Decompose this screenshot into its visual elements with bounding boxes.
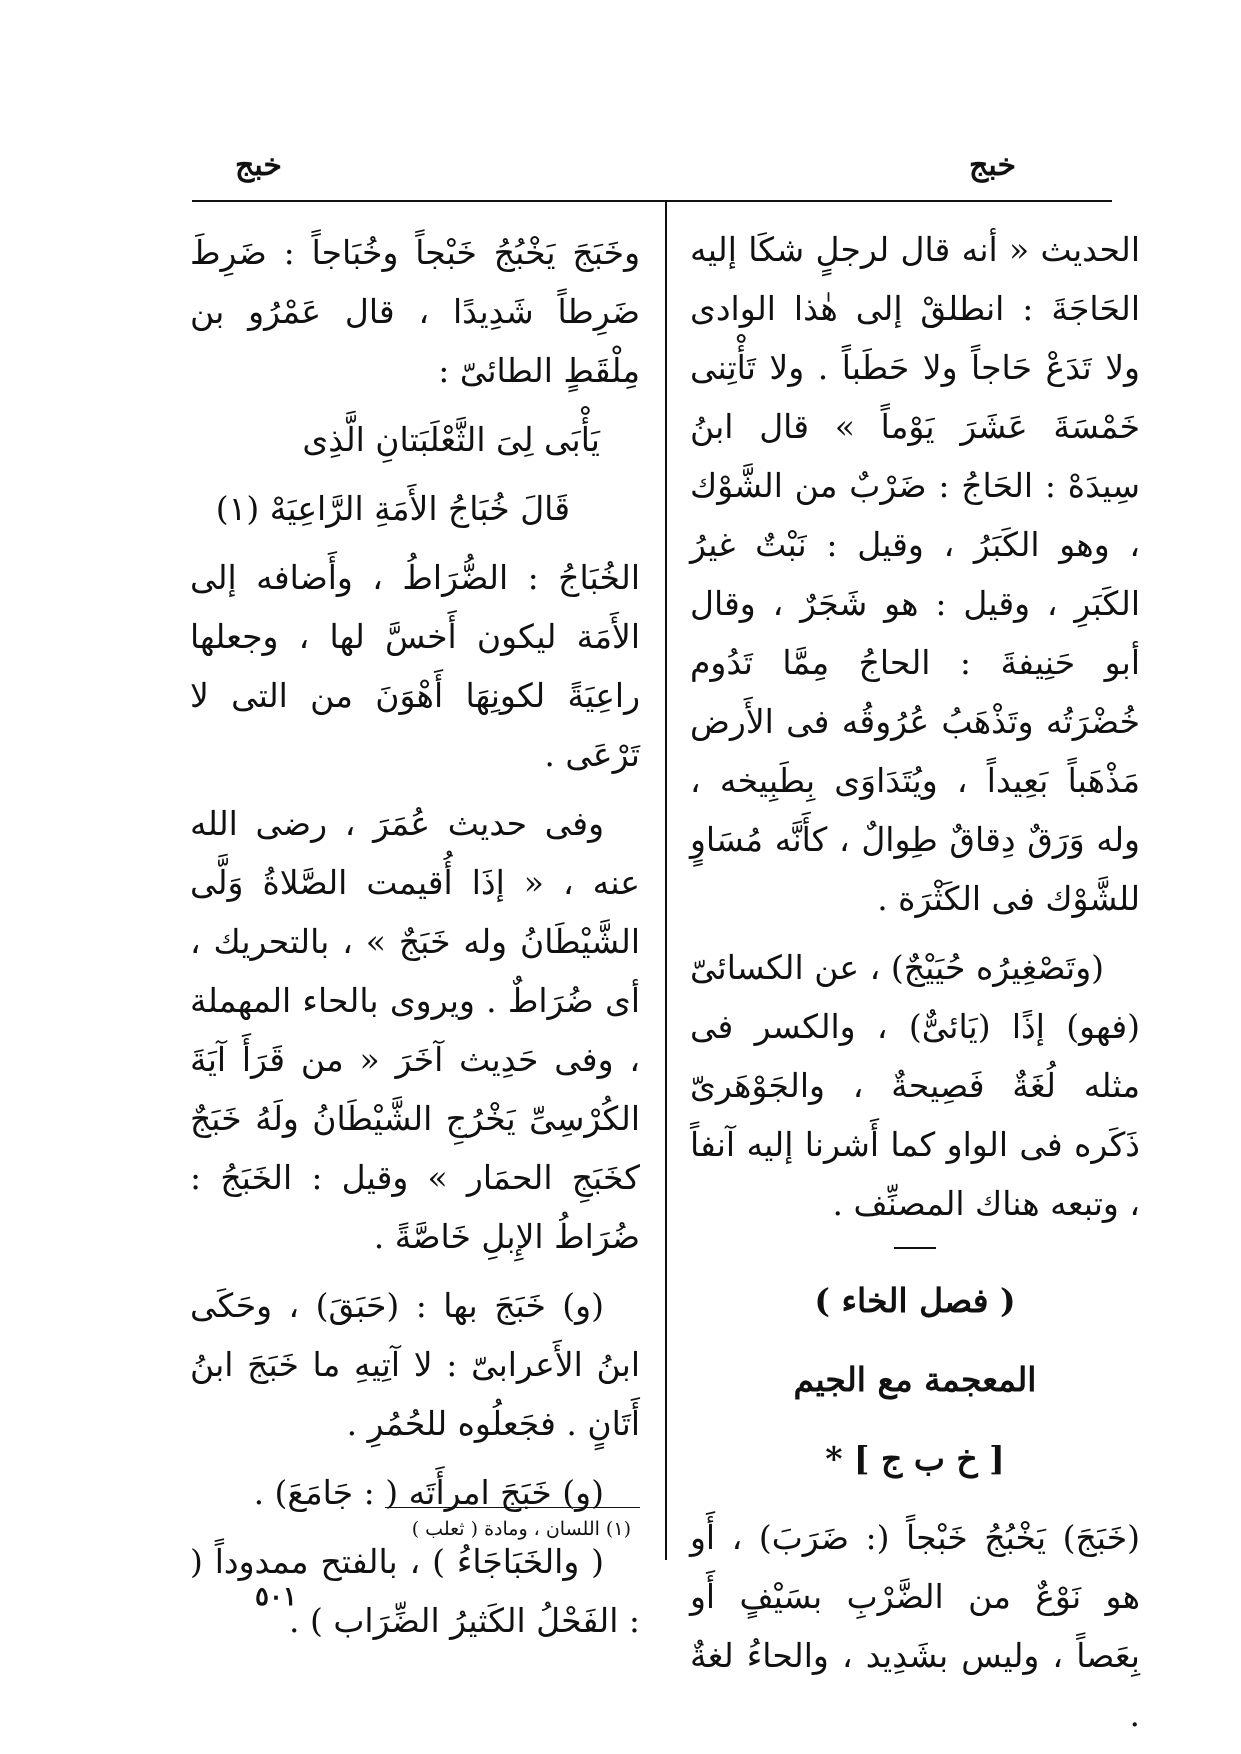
section-title: ( فصل الخاء ) [814, 1281, 1016, 1320]
right-paragraph-1: الحديث « أنه قال لرجلٍ شكَا إليه الحَاجَةَ : انطلقْ إلى هٰذا الوادى ولا تَدَعْ حَاجاً ولا حَطَباً . ولا تَأْتِنى خَمْسَةَ عَشَرَ يَوْماً » قال ابنُ سِيدَهْ : الحَاجُ : ضَرْبٌ من الشَّوْك ، وهو الكَبَرُ ، وقيل : نَبْتٌ غيرُ الكَبَرِ ، وقيل : هو شَجَرٌ ، وقال أبو حَنِيفةَ : الحاجُ مِمَّا تَدُوم خُضْرَتُه وتَذْهَبُ عُرُوقُه فى الأَرض مَذْهَباً بَعِيداً ، ويُتَدَاوَى بِطَبِيخه ، وله وَرَقٌ دِقاقٌ طِوالٌ ، كأَنَّه مُسَاوٍ للشَّوْك فى الكَثْرَة . [690, 230, 1140, 918]
section-subtitle: المعجمة مع الجيم [793, 1360, 1037, 1399]
left-paragraph-2: الخُبَاجُ : الضُّرَاطُ ، وأَضافه إلى الأَمَة ليكون أَخسَّ لها ، وجعلها راعِيَةً لكونِهَا أَهْوَنَ من التى لا تَرْعَى . [190, 558, 640, 774]
header-rule [192, 200, 1112, 202]
root-entry: [ خ ب ج ] * [825, 1439, 1005, 1478]
column-divider [665, 200, 667, 1560]
left-paragraph-5: (و) خَبَجَ امرأَتَه ( : جَامَعَ) . [253, 1473, 604, 1512]
right-paragraph-2: (وتَصْغِيرُه حُيَيْجٌ) ، عن الكسائىّ (فهو) إذًا (يَائىٌّ) ، والكسر فى مثله لُغَةٌ فَصِيحةٌ ، والجَوْهَرىّ ذَكَره فى الواو كما أَشرنا إليه آنفاً ، وتبعه هناك المصنِّف . [690, 948, 1140, 1223]
running-headword-left: خبج [235, 148, 282, 183]
page-number: ٥٠١ [255, 1582, 297, 1612]
left-column [190, 223, 640, 1660]
right-paragraph-3: (خَبَجَ) يَخْبُجُ خَبْجاً (: ضَرَبَ) ، أَو هو نَوْعٌ من الضَّرْبِ بسَيْفٍ أَو بِعَصاً ، وليس بشَدِيد ، والحاءُ لغةٌ . [690, 1518, 1140, 1734]
left-paragraph-3: وفى حديث عُمَرَ ، رضى الله عنه ، « إذَا أُقيمت الصَّلاةُ وَلَّى الشَّيْطَانُ وله خَبَجٌ » ، بالتحريك ، أى ضُرَاطٌ . ويروى بالحاء المهملة ، وفى حَدِيث آخَرَ « من قَرَأَ آيَةَ الكُرْسِىِّ يَخْرُجِ الشَّيْطَانُ ولَهُ خَبَجٌ كخَبَجِ الحمَار » وقيل : الخَبَجُ : ضُرَاطُ الإِبلِ خَاصَّةً . [190, 804, 640, 1256]
left-paragraph-6: ( والخَبَاجَاءُ ) ، بالفتح ممدوداً ( : الفَحْلُ الكَثيرُ الضِّرَاب ) . [190, 1542, 640, 1640]
left-paragraph-4: (و) خَبَجَ بها : (حَبَقَ) ، وحَكَى ابنُ الأَعرابىّ : لا آتِيهِ ما خَبَجَ ابنُ أَتَانٍ . فجَعلُوه للحُمُرِ . [190, 1286, 640, 1443]
footnote: (١) اللسان ، ومادة ( ثعلب ) [411, 1518, 631, 1540]
verse-line-2: قَالَ خُبَاجُ الأَمَةِ الرَّاعِيَهْ (١) [215, 489, 570, 528]
right-column [690, 220, 1140, 1754]
running-headword-right: خبج [969, 148, 1016, 183]
left-paragraph-1: وخَبَجَ يَخْبُجُ خَبْجاً وخُبَاجاً : ضَرِطَ ضَرِطاً شَدِيدًا ، قال عَمْرُو بن مِلْقَطٍ الطائىّ : [190, 233, 640, 390]
verse-line-1: يَأْبَى لِىَ الثَّعْلَبَتانِ الَّذِى [302, 420, 600, 459]
section-separator [894, 1247, 936, 1249]
footnote-rule [385, 1507, 640, 1508]
